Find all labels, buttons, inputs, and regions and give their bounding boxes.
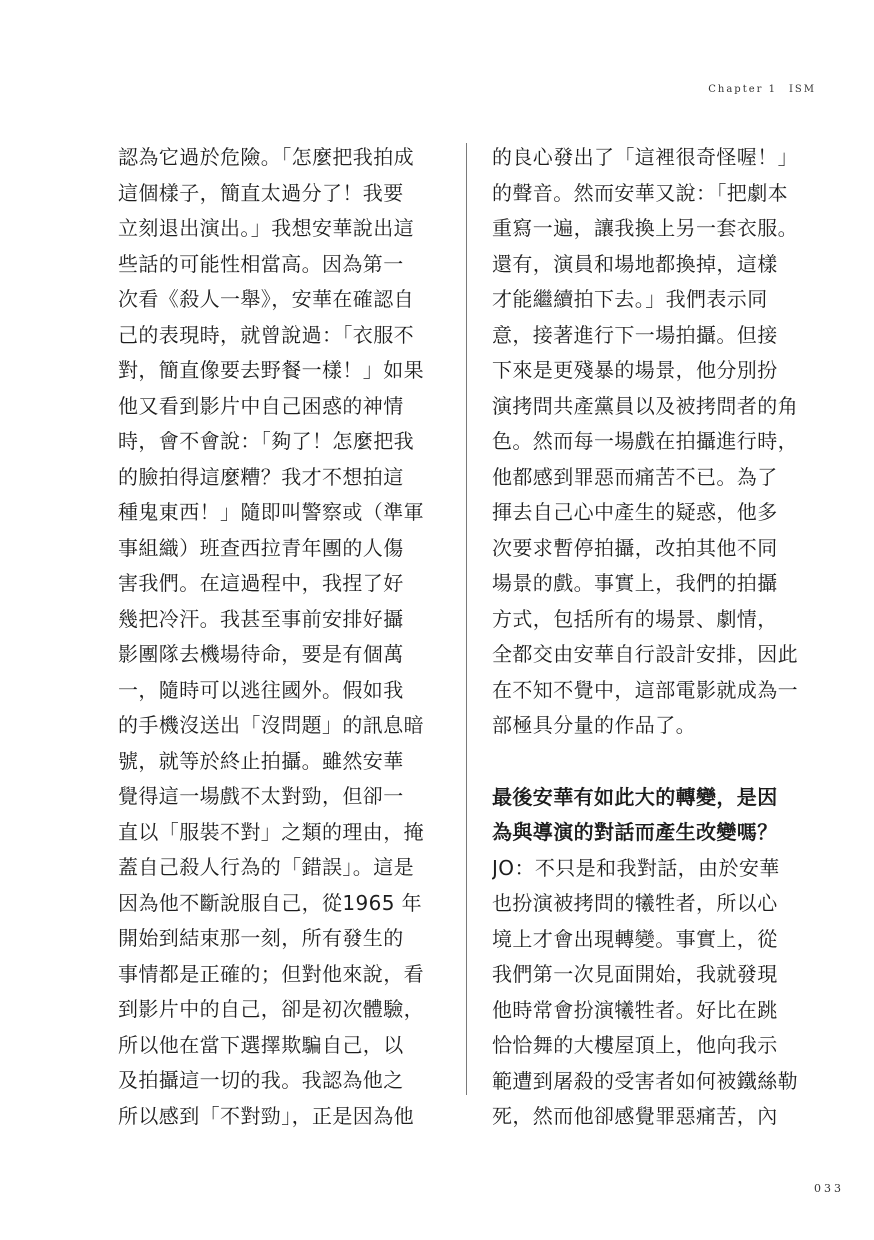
text-line: 的手機沒送出「沒問題」的訊息暗 <box>118 713 424 737</box>
text-line: 到影片中的自己，卻是初次體驗， <box>118 997 424 1021</box>
text-line: 演拷問共產黨員以及被拷問者的角 <box>492 393 798 418</box>
text-line: 認為它過於危險。「怎麼把我拍成 <box>118 145 414 169</box>
answer-line: 他時常會扮演犧牲者。好比在跳 <box>492 997 778 1022</box>
text-line: 次要求暫停拍攝，改拍其他不同 <box>492 535 778 560</box>
text-line: 場景的戲。事實上，我們的拍攝 <box>492 571 778 595</box>
text-line: 害我們。在這過程中，我捏了好 <box>118 571 404 595</box>
text-line: 色。然而每一場戲在拍攝進行時， <box>492 429 798 453</box>
text-line: 他都感到罪惡而痛苦不已。為了 <box>492 464 778 489</box>
text-line: 的臉拍得這麼糟？我才不想拍這 <box>118 464 404 489</box>
right-text-column <box>492 140 817 1135</box>
text-line: 影團隊去機場待命，要是有個萬 <box>118 642 404 666</box>
text-line: 的良心發出了「這裡很奇怪喔！」 <box>492 145 798 169</box>
text-line: 號，就等於終止拍攝。雖然安華 <box>118 748 404 773</box>
text-line: 對，簡直像要去野餐一樣！」如果 <box>118 358 424 382</box>
answer-line: 也扮演被拷問的犧牲者，所以心 <box>492 891 778 915</box>
text-line: 蓋自己殺人行為的「錯誤」。這是 <box>118 855 414 879</box>
text-line: 才能繼續拍下去。」我們表示同 <box>492 287 768 311</box>
text-line: 全都交由安華自行設計安排，因此 <box>492 642 798 666</box>
text-line: 次看《殺人一舉》，安華在確認自 <box>118 287 414 311</box>
text-line: 所以感到「不對勁」，正是因為他 <box>118 1103 414 1128</box>
answer-line: 境上才會出現轉變。事實上，從 <box>492 926 778 951</box>
text-line: 己的表現時，就曾說過：「衣服不 <box>118 322 414 347</box>
text-line: 因為他不斷說服自己，從1965 年 <box>118 890 423 915</box>
text-line: 部極具分量的作品了。 <box>492 713 696 737</box>
text-line: 及拍攝這一切的我。我認為他之 <box>118 1068 404 1092</box>
text-line: 立刻退出演出。」我想安華說出這 <box>118 216 414 240</box>
text-line: 下來是更殘暴的場景，他分別扮 <box>492 358 778 382</box>
text-line: 時，會不會說：「夠了！怎麼把我 <box>118 429 414 453</box>
text-line: 一，隨時可以逃往國外。假如我 <box>118 677 404 702</box>
text-line: 他又看到影片中自己困惑的神情 <box>118 393 404 418</box>
text-line: 揮去自己心中產生的疑惑，他多 <box>492 500 778 524</box>
text-line: 重寫一遍，讓我換上另一套衣服。 <box>492 216 798 240</box>
text-line: 事組織）班查西拉青年團的人傷 <box>118 535 404 560</box>
text-line: 這個樣子，簡直太過分了！我要 <box>118 180 404 205</box>
text-line: 在不知不覺中，這部電影就成為一 <box>492 677 798 702</box>
interview-question: 最後安華有如此大的轉變，是因 <box>492 784 778 809</box>
answer-line: JO：不只是和我對話，由於安華 <box>492 855 780 880</box>
text-line: 事情都是正確的；但對他來說，看 <box>118 961 424 986</box>
text-line: 所以他在當下選擇欺騙自己，以 <box>118 1032 404 1057</box>
column-divider <box>466 143 467 1095</box>
text-line: 方式，包括所有的場景、劇情， <box>492 606 778 631</box>
answer-line: 範遭到屠殺的受害者如何被鐵絲勒 <box>492 1068 798 1093</box>
answer-line: 死，然而他卻感覺罪惡痛苦，內 <box>492 1104 778 1128</box>
text-line: 幾把冷汗。我甚至事前安排好攝 <box>118 606 404 631</box>
answer-line: 我們第一次見面開始，我就發現 <box>492 962 778 986</box>
text-line: 種鬼東西！」隨即叫警察或（準軍 <box>118 500 424 524</box>
answer-line: 恰恰舞的大樓屋頂上，他向我示 <box>492 1033 778 1057</box>
text-line: 覺得這一場戲不太對勁，但卻一 <box>118 784 404 808</box>
text-line: 的聲音。然而安華又說：「把劇本 <box>492 180 788 205</box>
interview-question: 為與導演的對話而產生改變嗎？ <box>492 820 778 844</box>
left-text-column <box>118 140 443 1134</box>
running-head: Chapter 1 ISM <box>708 84 816 95</box>
text-line: 意，接著進行下一場拍攝。但接 <box>492 322 778 347</box>
text-line: 些話的可能性相當高。因為第一 <box>118 251 404 276</box>
page-number: 033 <box>814 1182 844 1195</box>
text-line: 直以「服裝不對」之類的理由，掩 <box>118 819 424 844</box>
paragraph-gap <box>492 744 817 780</box>
text-line: 還有，演員和場地都換掉，這樣 <box>492 251 778 276</box>
text-line: 開始到結束那一刻，所有發生的 <box>118 926 404 950</box>
